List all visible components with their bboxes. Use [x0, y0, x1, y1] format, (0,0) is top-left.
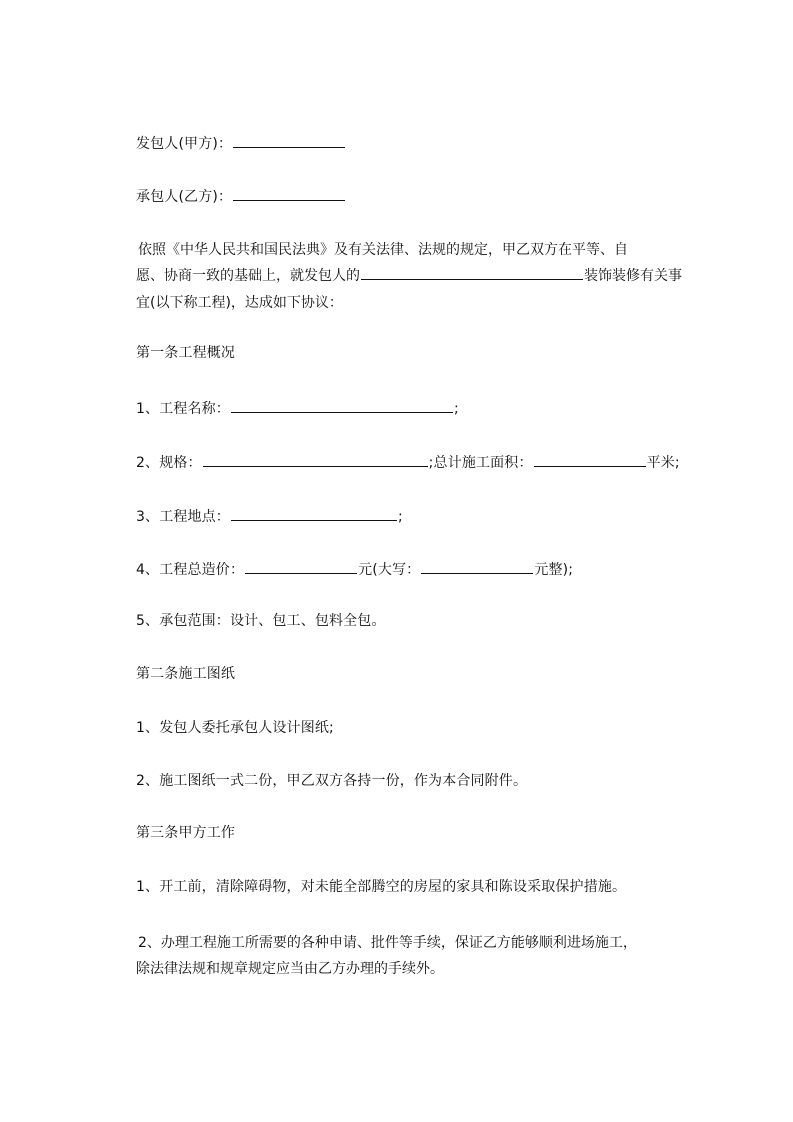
section-3-item-2-line-2: 除法律法规和规章规定应当由乙方办理的手续外。: [136, 961, 444, 977]
party-b-line: [136, 186, 346, 206]
total-cost-uppercase-field[interactable]: [421, 559, 533, 574]
section-1-item-5: 5、承包范围：设计、包工、包料全包。: [136, 613, 386, 629]
party-b-blank[interactable]: [233, 186, 345, 201]
section-3-title: 第三条甲方工作: [136, 825, 236, 841]
section-1-item-1: [136, 398, 459, 418]
section-3-item-2-line-1: 2、办理工程施工所需要的各种申请、批件等手续，保证乙方能够顺利进场施工，: [138, 935, 637, 951]
section-1-item-3-prefix: 3、工程地点：: [136, 509, 230, 525]
specification-field[interactable]: [203, 452, 428, 467]
section-1-item-2-middle: ;总计施工面积：: [428, 455, 533, 471]
intro-part-3: 宜(以下称工程)，达成如下协议：: [136, 295, 343, 311]
party-a-label: 发包人(甲方)：: [136, 136, 233, 152]
section-1-item-1-prefix: 1、工程名称：: [136, 401, 230, 417]
intro-part-1: 依照《中华人民共和国民法典》及有关法律、法规的规定，甲乙双方在平等、自: [138, 242, 628, 258]
section-1-title: 第一条工程概况: [136, 345, 236, 361]
party-a-line: [136, 133, 346, 153]
area-field[interactable]: [534, 452, 646, 467]
section-1-item-2-suffix: 平米;: [646, 455, 680, 471]
section-3-item-1: 1、开工前，清除障碍物，对未能全部腾空的房屋的家具和陈设采取保护措施。: [136, 879, 627, 895]
section-1-item-2-prefix: 2、规格：: [136, 455, 202, 471]
section-2-item-1: 1、发包人委托承包人设计图纸;: [136, 720, 334, 736]
intro-part-2-before: 愿、协商一致的基础上，就发包人的: [136, 268, 360, 284]
section-1-item-1-suffix: ;: [453, 401, 459, 417]
party-a-blank[interactable]: [233, 133, 345, 148]
section-2-title: 第二条施工图纸: [136, 666, 236, 682]
section-1-item-3-suffix: ;: [397, 509, 403, 525]
section-1-item-2: [136, 452, 680, 472]
section-2-item-2: 2、施工图纸一式二份，甲乙双方各持一份，作为本合同附件。: [136, 773, 528, 789]
intro-line-2: [136, 262, 682, 290]
intro-line-1: [138, 236, 628, 264]
intro-line-3: [136, 289, 343, 317]
section-1-item-4-middle: 元(大写：: [358, 562, 421, 578]
intro-part-2-after: 装饰装修有关事: [584, 268, 682, 284]
section-1-item-4-prefix: 4、工程总造价：: [136, 562, 245, 578]
project-name-blank[interactable]: [361, 265, 583, 280]
section-1-item-3: [136, 506, 403, 526]
section-1-item-4-suffix: 元整);: [534, 562, 574, 578]
party-b-label: 承包人(乙方)：: [136, 189, 233, 205]
total-cost-field[interactable]: [245, 559, 357, 574]
project-location-field[interactable]: [231, 506, 397, 521]
project-name-field[interactable]: [231, 398, 453, 413]
section-1-item-4: [136, 559, 573, 579]
